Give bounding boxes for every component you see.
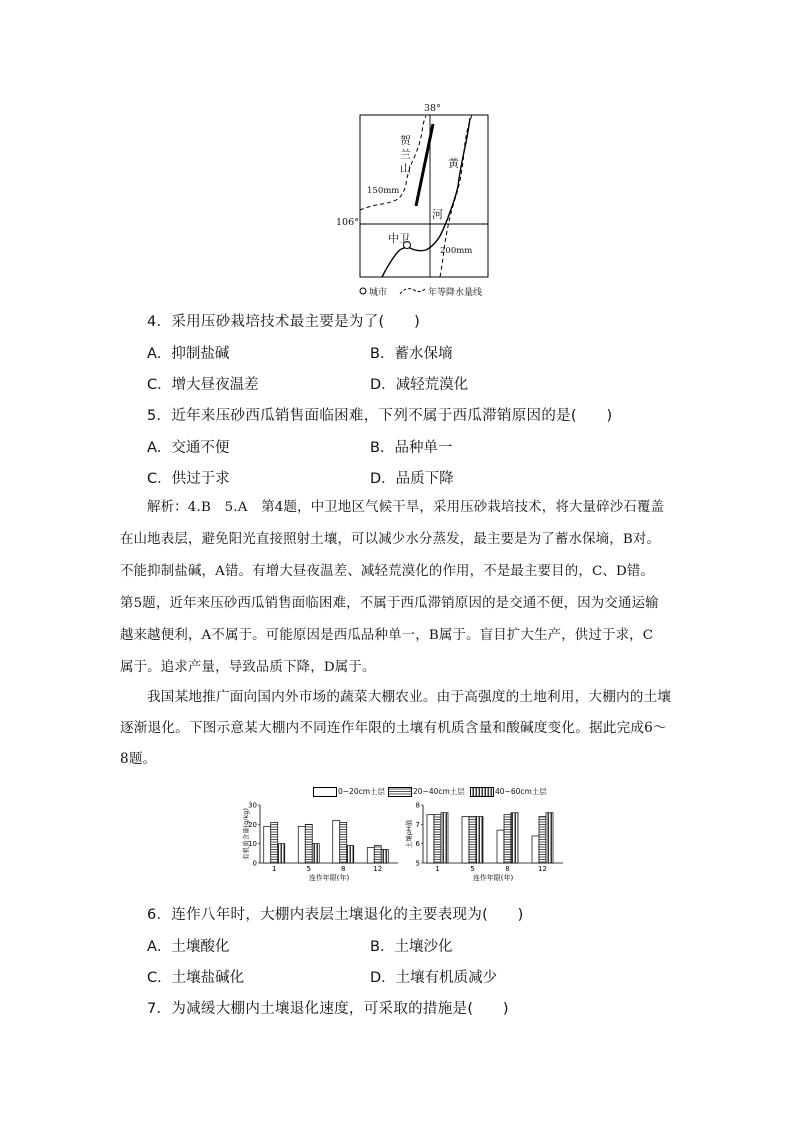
legend-swatch-20-40 [388,787,412,797]
intro-line: 我国某地推广面向国内外市场的蔬菜大棚农业。由于高强度的土地利用，大棚内的土壤 [147,689,672,705]
bar [546,813,553,863]
chart-legend [313,785,573,799]
legend-isoline-symbol [400,288,426,294]
x-tick-label: 1 [435,865,440,873]
bar [298,826,305,863]
isoline-200-label: 200mm [440,246,473,256]
question-4-option-b[interactable]: B．蓄水保墒 [370,346,453,362]
bar [532,836,539,863]
x-tick-label: 8 [341,865,346,873]
analysis-line: 在山地表层，避免阳光直接照射土壤，可以减少水分蒸发，最主要是为了蓄水保墒，B对。 [120,532,661,547]
analysis-line: 不能抑制盐碱，A错。有增大昼夜温差、减轻荒漠化的作用，不是最主要目的，C、D错。 [120,564,655,579]
bar [441,813,448,863]
lon-106-label: 106° [336,217,359,228]
bar [333,820,340,863]
bar [340,822,347,863]
city-label: 中卫 [388,232,410,245]
bar [305,824,312,863]
lat-38-label: 38° [424,103,441,114]
analysis-block [120,492,680,684]
question-4-stem: 4．采用压砂栽培技术最主要是为了( ) [147,314,421,330]
x-tick-label: 1 [272,865,277,873]
legend-label-0-20: 0~20cm土层 [338,787,386,796]
y-tick-label: 8 [415,801,420,810]
question-4-option-a[interactable]: A．抑制盐碱 [147,346,230,362]
analysis-line: 属于。追求产量，导致品质下降，D属于。 [120,660,376,675]
bar [347,846,354,863]
question-6-option-d[interactable]: D．土壤有机质减少 [370,970,498,986]
legend-city-symbol [360,288,366,294]
river-label-top: 黄 [448,157,459,170]
analysis-line: 解析：4.B 5.A 第4题，中卫地区气候干旱，采用压砂栽培技术，将大量碎沙石覆盖 [147,500,665,515]
bar [271,822,278,863]
legend-city-label: 城市 [369,288,388,298]
question-4-option-d[interactable]: D．减轻荒漠化 [370,377,469,393]
bar [476,817,483,863]
river-label-mid: 河 [432,208,443,221]
legend-swatch-0-20 [313,787,337,797]
y-tick-label: 5 [415,859,420,868]
bar [374,846,381,863]
bar [427,815,434,863]
bar [511,813,518,863]
question-6-stem: 6．连作八年时，大棚内表层土壤退化的主要表现为( ) [147,907,524,923]
question-6-option-c[interactable]: C．土壤盐碱化 [147,970,245,986]
bar [278,844,285,863]
bar [264,826,271,863]
question-4-option-c[interactable]: C．增大昼夜温差 [147,377,259,393]
x-tick-label: 12 [538,865,547,873]
question-7-stem: 7．为减缓大棚内土壤退化速度，可采取的措施是( ) [147,1001,509,1017]
question-5-option-d[interactable]: D．品质下降 [370,471,454,487]
bar [504,815,511,863]
x-tick-label: 8 [505,865,510,873]
question-6-option-b[interactable]: B．土壤沙化 [370,939,453,955]
bar [497,830,504,863]
legend-label-40-60: 40~60cm土层 [495,787,547,796]
question-5-option-b[interactable]: B．品种单一 [370,440,453,456]
soil-charts-svg [240,800,580,890]
x-tick-label: 5 [470,865,475,873]
legend-isoline-label: 年等降水量线 [428,288,483,298]
bar [539,817,546,863]
helan-mountain-ridge [416,124,433,206]
region-map [330,100,500,300]
question-5-stem: 5．近年来压砂西瓜销售面临困难，下列不属于西瓜滞销原因的是( ) [147,408,613,424]
question-6-option-a[interactable]: A．土壤酸化 [147,939,230,955]
y-tick-label: 6 [415,840,420,849]
y-tick-label: 7 [415,820,420,829]
y-tick-label: 20 [248,820,257,829]
passage-intro [120,682,680,775]
isoline-150-label: 150mm [367,186,400,196]
y-tick-label: 0 [252,859,257,868]
y-axis-title: 土壤pH值 [405,819,413,849]
bar [381,849,388,863]
bar [434,815,441,863]
intro-line: 8题。 [120,751,157,767]
legend-swatch-40-60 [470,787,494,797]
x-tick-label: 12 [373,865,383,873]
bar [469,817,476,863]
bar [462,817,469,863]
analysis-line: 第5题，近年来压砂西瓜销售面临困难，不属于西瓜滞销原因的是交通不便，因为交通运输 [120,596,659,611]
question-5-option-c[interactable]: C．供过于求 [147,471,230,487]
analysis-line: 越来越便利，A不属于。可能原因是西瓜品种单一，B属于。盲目扩大生产，供过于求，C [120,628,654,643]
x-axis-title: 连作年限(年) [472,874,514,882]
legend-label-20-40: 20~40cm土层 [413,787,465,796]
y-tick-label: 30 [248,801,257,810]
bar [367,848,374,863]
intro-line: 逐渐退化。下图示意某大棚内不同连作年限的土壤有机质含量和酸碱度变化。据此完成6～ [120,720,667,736]
x-tick-label: 5 [306,865,311,873]
y-tick-label: 10 [248,840,257,849]
y-axis-title: 有机质含量(g/kg) [242,808,250,860]
x-axis-title: 连作年限(年) [308,874,350,882]
mountain-label: 贺兰山 [400,134,411,175]
map-svg [330,100,500,300]
question-5-option-a[interactable]: A．交通不便 [147,440,230,456]
bar [312,844,319,863]
